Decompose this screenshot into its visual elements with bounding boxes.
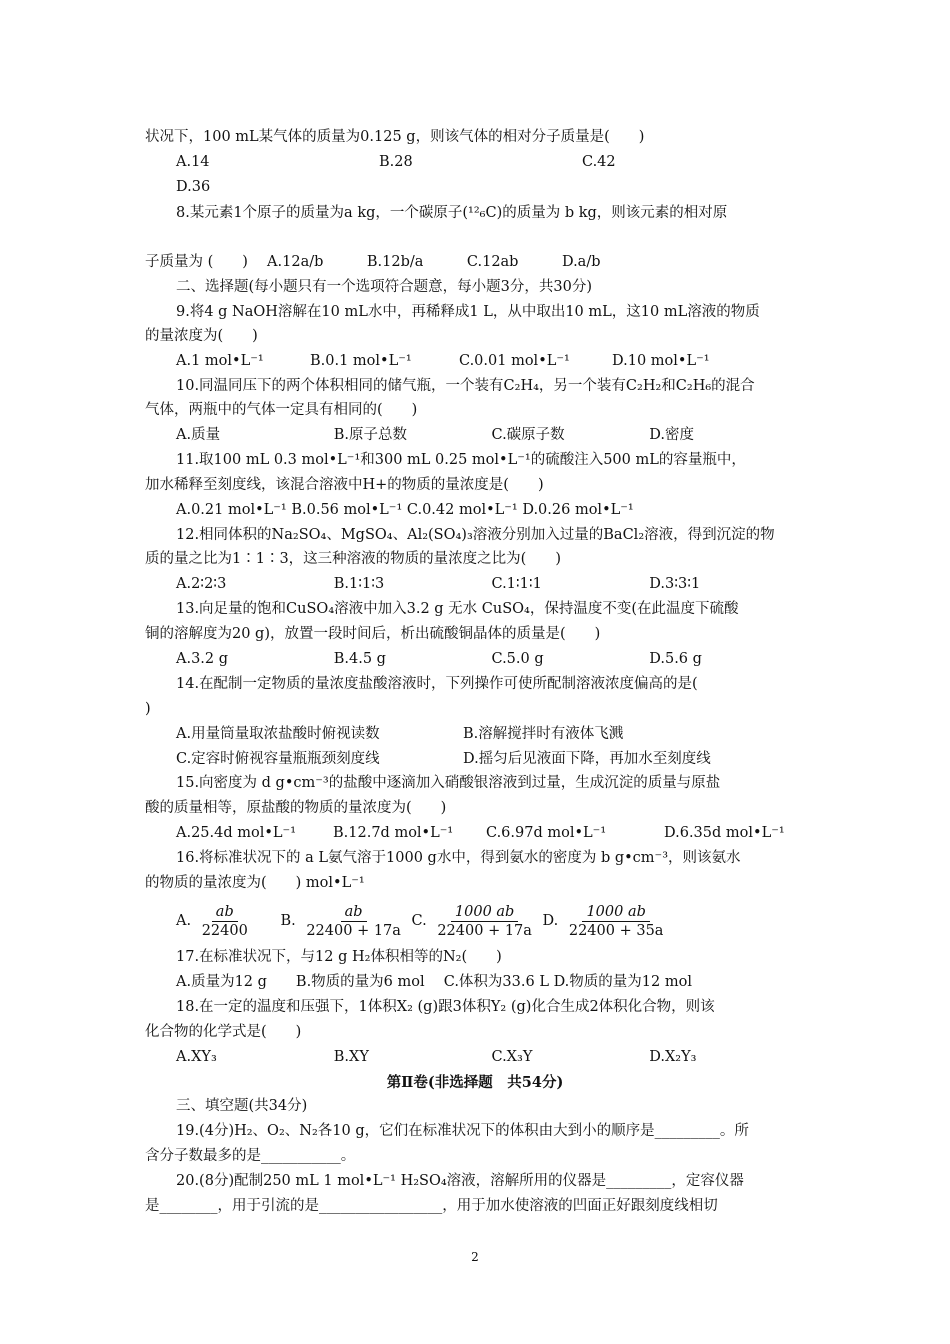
option: A.质量 <box>176 427 221 443</box>
text-line: 8.某元素1个原子的质量为a kg，一个碳原子(¹²₆C)的质量为 b kg，则该元素的相对原 <box>176 205 728 221</box>
text-line: 9.将4 g NaOH溶解在10 mL水中，再稀释成1 L，从中取出10 mL，这10 mL溶液的物质 <box>176 304 760 320</box>
option: A.3.2 g <box>176 651 229 667</box>
option: C.1∶1∶1 <box>491 576 542 592</box>
text-line: 质的量之比为1∶1∶3，这三种溶液的物质的量浓度之比为( ) <box>145 551 561 567</box>
option: C.碳原子数 <box>491 427 565 443</box>
page-number: 2 <box>471 1250 479 1264</box>
text-line: 14.在配制一定物质的量浓度盐酸溶液时，下列操作可使所配制溶液浓度偏高的是( <box>176 676 698 692</box>
option: C.5.0 g <box>491 651 544 667</box>
options-q7 <box>176 152 807 172</box>
options-q12 <box>176 574 807 594</box>
fraction <box>306 903 401 940</box>
options-q13 <box>176 649 807 669</box>
option: C.42 <box>582 154 616 170</box>
text-line: 20.(8分)配制250 mL 1 mol•L⁻¹ H₂SO₄溶液，溶解所用的仪器是_________，定容仪器 <box>176 1173 744 1189</box>
option: D.密度 <box>649 427 694 443</box>
option: B.12.7d mol•L⁻¹ <box>333 825 454 841</box>
option: C.定容时俯视容量瓶瓶颈刻度线 <box>176 751 380 767</box>
text-line: 19.(4分)H₂、O₂、N₂各10 g，它们在标准状况下的体积由大到小的顺序是_________。所 <box>176 1123 749 1139</box>
text-line: 16.将标准状况下的 a L氨气溶于1000 g水中，得到氨水的密度为 b g•cm⁻³，则该氨水 <box>176 850 741 866</box>
option: C.X₃Y <box>491 1049 533 1065</box>
numerator: 1000 ab <box>582 903 649 922</box>
option: A.用量筒量取浓盐酸时俯视读数 <box>176 726 380 742</box>
text-line: 17.在标准状况下，与12 g H₂体积相等的N₂( ) <box>176 949 502 965</box>
option: D.36 <box>176 179 211 195</box>
option: B.原子总数 <box>333 427 408 443</box>
text-line: 15.向密度为 d g•cm⁻³的盐酸中逐滴加入硝酸银溶液到过量，生成沉淀的质量与原盐 <box>176 775 721 791</box>
text-line: 10.同温同压下的两个体积相同的储气瓶，一个装有C₂H₄，另一个装有C₂H₂和C₂H₆的混合 <box>176 378 755 394</box>
text-line: 13.向足量的饱和CuSO₄溶液中加入3.2 g 无水 CuSO₄，保持温度不变(在此温度下硫酸 <box>176 601 739 617</box>
option: A.XY₃ <box>176 1049 217 1065</box>
option: D.6.35d mol•L⁻¹ <box>664 825 785 841</box>
option: B.4.5 g <box>333 651 386 667</box>
text-line: 12.相同体积的Na₂SO₄、MgSO₄、Al₂(SO₄)₃溶液分别加入过量的BaCl₂溶液，得到沉淀的物 <box>176 527 775 543</box>
text-line: 的物质的量浓度为( ) mol•L⁻¹ <box>145 875 365 891</box>
denominator: 22400 <box>201 922 248 939</box>
options-q15 <box>176 823 807 843</box>
text-line: 铜的溶解度为20 g)，放置一段时间后，析出硫酸铜晶体的质量是( ) <box>145 626 601 642</box>
option: B.XY <box>333 1049 369 1065</box>
text-line: 含分子数最多的是___________。 <box>145 1148 356 1164</box>
text-line: 18.在一定的温度和压强下，1体积X₂ (g)跟3体积Y₂ (g)化合生成2体积化合物，则该 <box>176 999 715 1015</box>
section-heading: 二、选择题(每小题只有一个选项符合题意，每小题3分，共30分) <box>176 279 592 295</box>
option: C.0.01 mol•L⁻¹ <box>459 353 570 369</box>
option-label: C. <box>411 913 427 929</box>
fraction <box>202 903 248 940</box>
text-line: 加水稀释至刻度线，该混合溶液中H+的物质的量浓度是( ) <box>145 477 544 493</box>
text-line: 气体，两瓶中的气体一定具有相同的( ) <box>145 402 418 418</box>
text-line: 11.取100 mL 0.3 mol•L⁻¹和300 mL 0.25 mol•L⁻¹的硫酸注入500 mL的容量瓶中， <box>176 452 746 468</box>
text-line: 酸的质量相等，原盐酸的物质的量浓度为( ) <box>145 800 447 816</box>
fraction <box>437 903 532 940</box>
option: B.28 <box>379 154 413 170</box>
option: B.0.1 mol•L⁻¹ <box>310 353 412 369</box>
text-line: 状况下，100 mL某气体的质量为0.125 g，则该气体的相对分子质量是( ) <box>145 129 645 145</box>
denominator: 22400 + 17a <box>437 922 532 939</box>
options-q11: A.0.21 mol•L⁻¹ B.0.56 mol•L⁻¹ C.0.42 mol•L⁻¹ D.0.26 mol•L⁻¹ <box>176 502 634 518</box>
fraction <box>569 903 664 940</box>
options-q9 <box>176 351 807 371</box>
option: A.1 mol•L⁻¹ <box>176 353 264 369</box>
option: A.2∶2∶3 <box>176 576 227 592</box>
denominator: 22400 + 17a <box>306 922 401 939</box>
text-line: 是________，用于引流的是_________________，用于加水使溶液的凹面正好跟刻度线相切 <box>145 1198 718 1214</box>
options-q10 <box>176 425 807 445</box>
part-heading: 第Ⅱ卷(非选择题 共54分) <box>386 1074 564 1091</box>
option: D.X₂Y₃ <box>649 1049 697 1065</box>
options-q14-row1 <box>176 724 807 744</box>
options-q18 <box>176 1047 807 1067</box>
option-label: B. <box>280 913 296 929</box>
section-heading: 三、填空题(共34分) <box>176 1098 308 1114</box>
options-q14-row2 <box>176 749 807 769</box>
text-line: 的量浓度为( ) <box>145 328 258 344</box>
denominator: 22400 + 35a <box>568 922 664 939</box>
text-line: ) <box>145 701 151 717</box>
option: D.10 mol•L⁻¹ <box>612 353 710 369</box>
numerator: 1000 ab <box>451 903 518 922</box>
option-label: A. <box>176 913 192 929</box>
option: D.摇匀后见液面下降，再加水至刻度线 <box>463 751 711 767</box>
numerator: ab <box>341 903 367 922</box>
options-q17: A.质量为12 g B.物质的量为6 mol C.体积为33.6 L D.物质的量为12 mol <box>176 974 692 990</box>
option: A.14 <box>176 154 210 170</box>
option: C.6.97d mol•L⁻¹ <box>486 825 607 841</box>
option: D.5.6 g <box>649 651 702 667</box>
option: B.溶解搅拌时有液体飞溅 <box>463 726 624 742</box>
option-label: D. <box>542 913 559 929</box>
options-q16 <box>176 902 807 940</box>
option: D.3∶3∶1 <box>649 576 701 592</box>
option: A.25.4d mol•L⁻¹ <box>176 825 297 841</box>
option: B.1∶1∶3 <box>333 576 385 592</box>
text-line: 子质量为 ( ) A.12a/b B.12b/a C.12ab D.a/b <box>145 254 601 270</box>
text-line: 化合物的化学式是( ) <box>145 1024 302 1040</box>
numerator: ab <box>212 903 238 922</box>
